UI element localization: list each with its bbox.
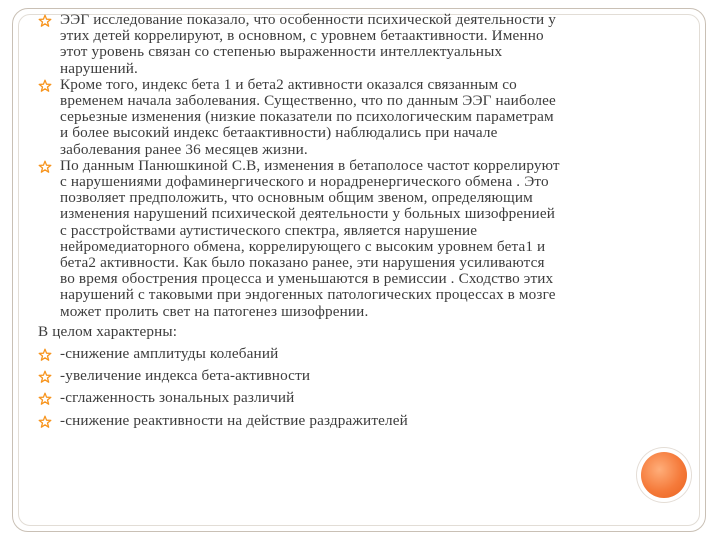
list-item-text: -снижение амплитуды колебаний	[60, 345, 279, 363]
paragraph-line: серьезные изменения (низкие показатели по психологическим параметрам	[60, 108, 554, 126]
paragraph-line: нарушений.	[60, 59, 138, 77]
paragraph-line: этих детей коррелируют, в основном, с уровнем бетаактивности. Именно	[60, 27, 544, 45]
paragraph-line: нарушений с таковыми при эндогенных патологических процессах в мозге	[60, 286, 556, 304]
summary-heading: В целом характерны:	[38, 322, 178, 340]
paragraph-line: может пролить свет на патогенез шизофрении.	[60, 302, 369, 320]
outlined-star-bullet-icon	[38, 348, 52, 362]
paragraph-line: изменения нарушений психической деятельности у больных шизофренией	[60, 205, 555, 223]
paragraph-line: временем начала заболевания. Существенно, что по данным ЭЭГ наиболее	[60, 92, 556, 110]
list-item-text: -увеличение индекса бета-активности	[60, 367, 311, 385]
decorative-orange-circle	[641, 452, 687, 498]
paragraph-line: с расстройствами аутистического спектра, является нарушение	[60, 221, 478, 239]
bullet-paragraph-eeg-study	[38, 12, 690, 77]
list-item	[38, 413, 690, 429]
paragraph-line: По данным Панюшкиной С.В, изменения в бетаполосе частот коррелируют	[60, 156, 560, 174]
paragraph-line: этот уровень связан со степенью выраженности интеллектуальных	[60, 43, 503, 61]
paragraph-line: и более высокий индекс бетаактивности) наблюдались при начале	[60, 124, 498, 142]
list-item-text: -снижение реактивности на действие раздражителей	[60, 411, 408, 429]
paragraph-line: Кроме того, индекс бета 1 и бета2 активности оказался связанным со	[60, 75, 517, 93]
outlined-star-bullet-icon	[38, 79, 52, 93]
paragraph-line: во время обострения процесса и уменьшаются в ремиссии . Сходство этих	[60, 270, 554, 288]
list-item	[38, 346, 690, 362]
list-item	[38, 368, 690, 384]
bullet-paragraph-beta-index	[38, 77, 690, 158]
paragraph-line: позволяет предположить, что основным общим звеном, определяющим	[60, 189, 533, 207]
paragraph-line: ЭЭГ исследование показало, что особенности психической деятельности у	[60, 11, 557, 28]
list-item-text: -сглаженность зональных различий	[60, 389, 295, 407]
bullet-paragraph-panyushkina	[38, 158, 690, 320]
outlined-star-bullet-icon	[38, 14, 52, 28]
paragraph-line: бета2 активности. Как было показано ранее, эти нарушения усиливаются	[60, 254, 545, 272]
paragraph-line: нейромедиаторного обмена, коррелирующего с высоким уровнем бета1 и	[60, 237, 546, 255]
outlined-star-bullet-icon	[38, 415, 52, 429]
paragraph-line: с нарушениями дофаминергического и норадренергического обмена . Это	[60, 173, 549, 191]
outlined-star-bullet-icon	[38, 160, 52, 174]
list-item	[38, 390, 690, 406]
paragraph-line: заболевания ранее 36 месяцев жизни.	[60, 140, 308, 158]
outlined-star-bullet-icon	[38, 370, 52, 384]
outlined-star-bullet-icon	[38, 392, 52, 406]
slide-content	[38, 12, 690, 429]
